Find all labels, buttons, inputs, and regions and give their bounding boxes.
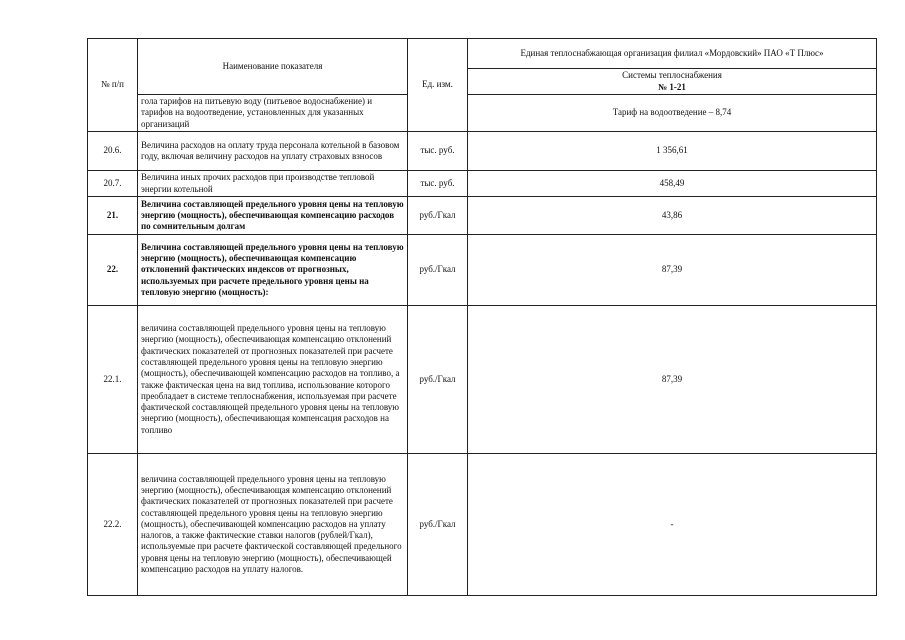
row-name: величина составляющей предельного уровня цены на тепловую энергию (мощность), обеспечивающая компенсацию отклонений фактических показателей от прогнозных показателей при расчете составляющей предельного уровня цены на тепловую энергию (мощность), обеспечивающей компенсацию расходов на уплату налогов, а также фактические ставки налогов (рублей/Гкал), используемые при расчете фактической составляющей предельного уровня цены на тепловую энергию (мощность), обеспечивающей компенсацию расходов на уплату налогов.: [138, 454, 408, 596]
row-value: 87,39: [468, 235, 877, 306]
table-row: [88, 171, 877, 197]
row-num: 21.: [88, 197, 138, 235]
table-row: [88, 235, 877, 306]
row-unit: руб./Гкал: [408, 306, 468, 454]
row-name: величина составляющей предельного уровня цены на тепловую энергию (мощность), обеспечивающая компенсацию отклонений фактических показателей от прогнозных показателей при расчете составляющей предельного уровня цены на тепловую энергию (мощность), обеспечивающей компенсацию расходов на топливо, а также фактическая цена на вид топлива, использование которого преобладает в системе теплоснабжения, используемая при расчете фактической составляющей предельного уровня цены на тепловую энергию (мощность), обеспечивающая компенсация расходов на топливо: [138, 306, 408, 454]
table-row: [88, 132, 877, 171]
continuation-value: Тариф на водоотведение – 8,74: [468, 95, 877, 132]
row-unit: руб./Гкал: [408, 454, 468, 596]
row-num: 22.: [88, 235, 138, 306]
row-unit: руб./Гкал: [408, 197, 468, 235]
continuation-name: гола тарифов на питьевую воду (питьевое водоснабжение) и тарифов на водоотведение, установленных для указанных организаций: [138, 95, 408, 132]
row-value: 458,49: [468, 171, 877, 197]
row-value: 1 356,61: [468, 132, 877, 171]
table-row: [88, 197, 877, 235]
header-num: № п/п: [88, 39, 138, 132]
row-num: 22.2.: [88, 454, 138, 596]
row-value: 87,39: [468, 306, 877, 454]
header-name: Наименование показателя: [138, 39, 408, 95]
row-name: Величина расходов на оплату труда персонала котельной в базовом году, включая величину расходов на уплату страховых взносов: [138, 132, 408, 171]
row-unit: тыс. руб.: [408, 132, 468, 171]
row-unit: руб./Гкал: [408, 235, 468, 306]
row-name: Величина составляющей предельного уровня цены на тепловую энергию (мощность), обеспечивающая компенсацию расходов по сомнительным долгам: [138, 197, 408, 235]
header-systems-title: Системы теплоснабжения: [622, 70, 722, 81]
tariff-table: [87, 38, 877, 596]
header-systems-number: № 1-21: [658, 81, 686, 92]
table-row: [88, 306, 877, 454]
row-name: Величина иных прочих расходов при производстве тепловой энергии котельной: [138, 171, 408, 197]
row-num: 20.6.: [88, 132, 138, 171]
row-unit: тыс. руб.: [408, 171, 468, 197]
row-num: 22.1.: [88, 306, 138, 454]
table-row: [88, 454, 877, 596]
header-unit: Ед. изм.: [408, 39, 468, 132]
header-systems: [468, 69, 877, 95]
row-num: 20.7.: [88, 171, 138, 197]
row-value: 43,86: [468, 197, 877, 235]
header-org: Единая теплоснабжающая организация филиал «Мордовский» ПАО «Т Плюс»: [468, 39, 877, 69]
row-name: Величина составляющей предельного уровня цены на тепловую энергию (мощность), обеспечивающая компенсацию отклонений фактических индексов от прогнозных, используемых при расчете предельного уровня цены на тепловую энергию (мощность):: [138, 235, 408, 306]
row-value: -: [468, 454, 877, 596]
